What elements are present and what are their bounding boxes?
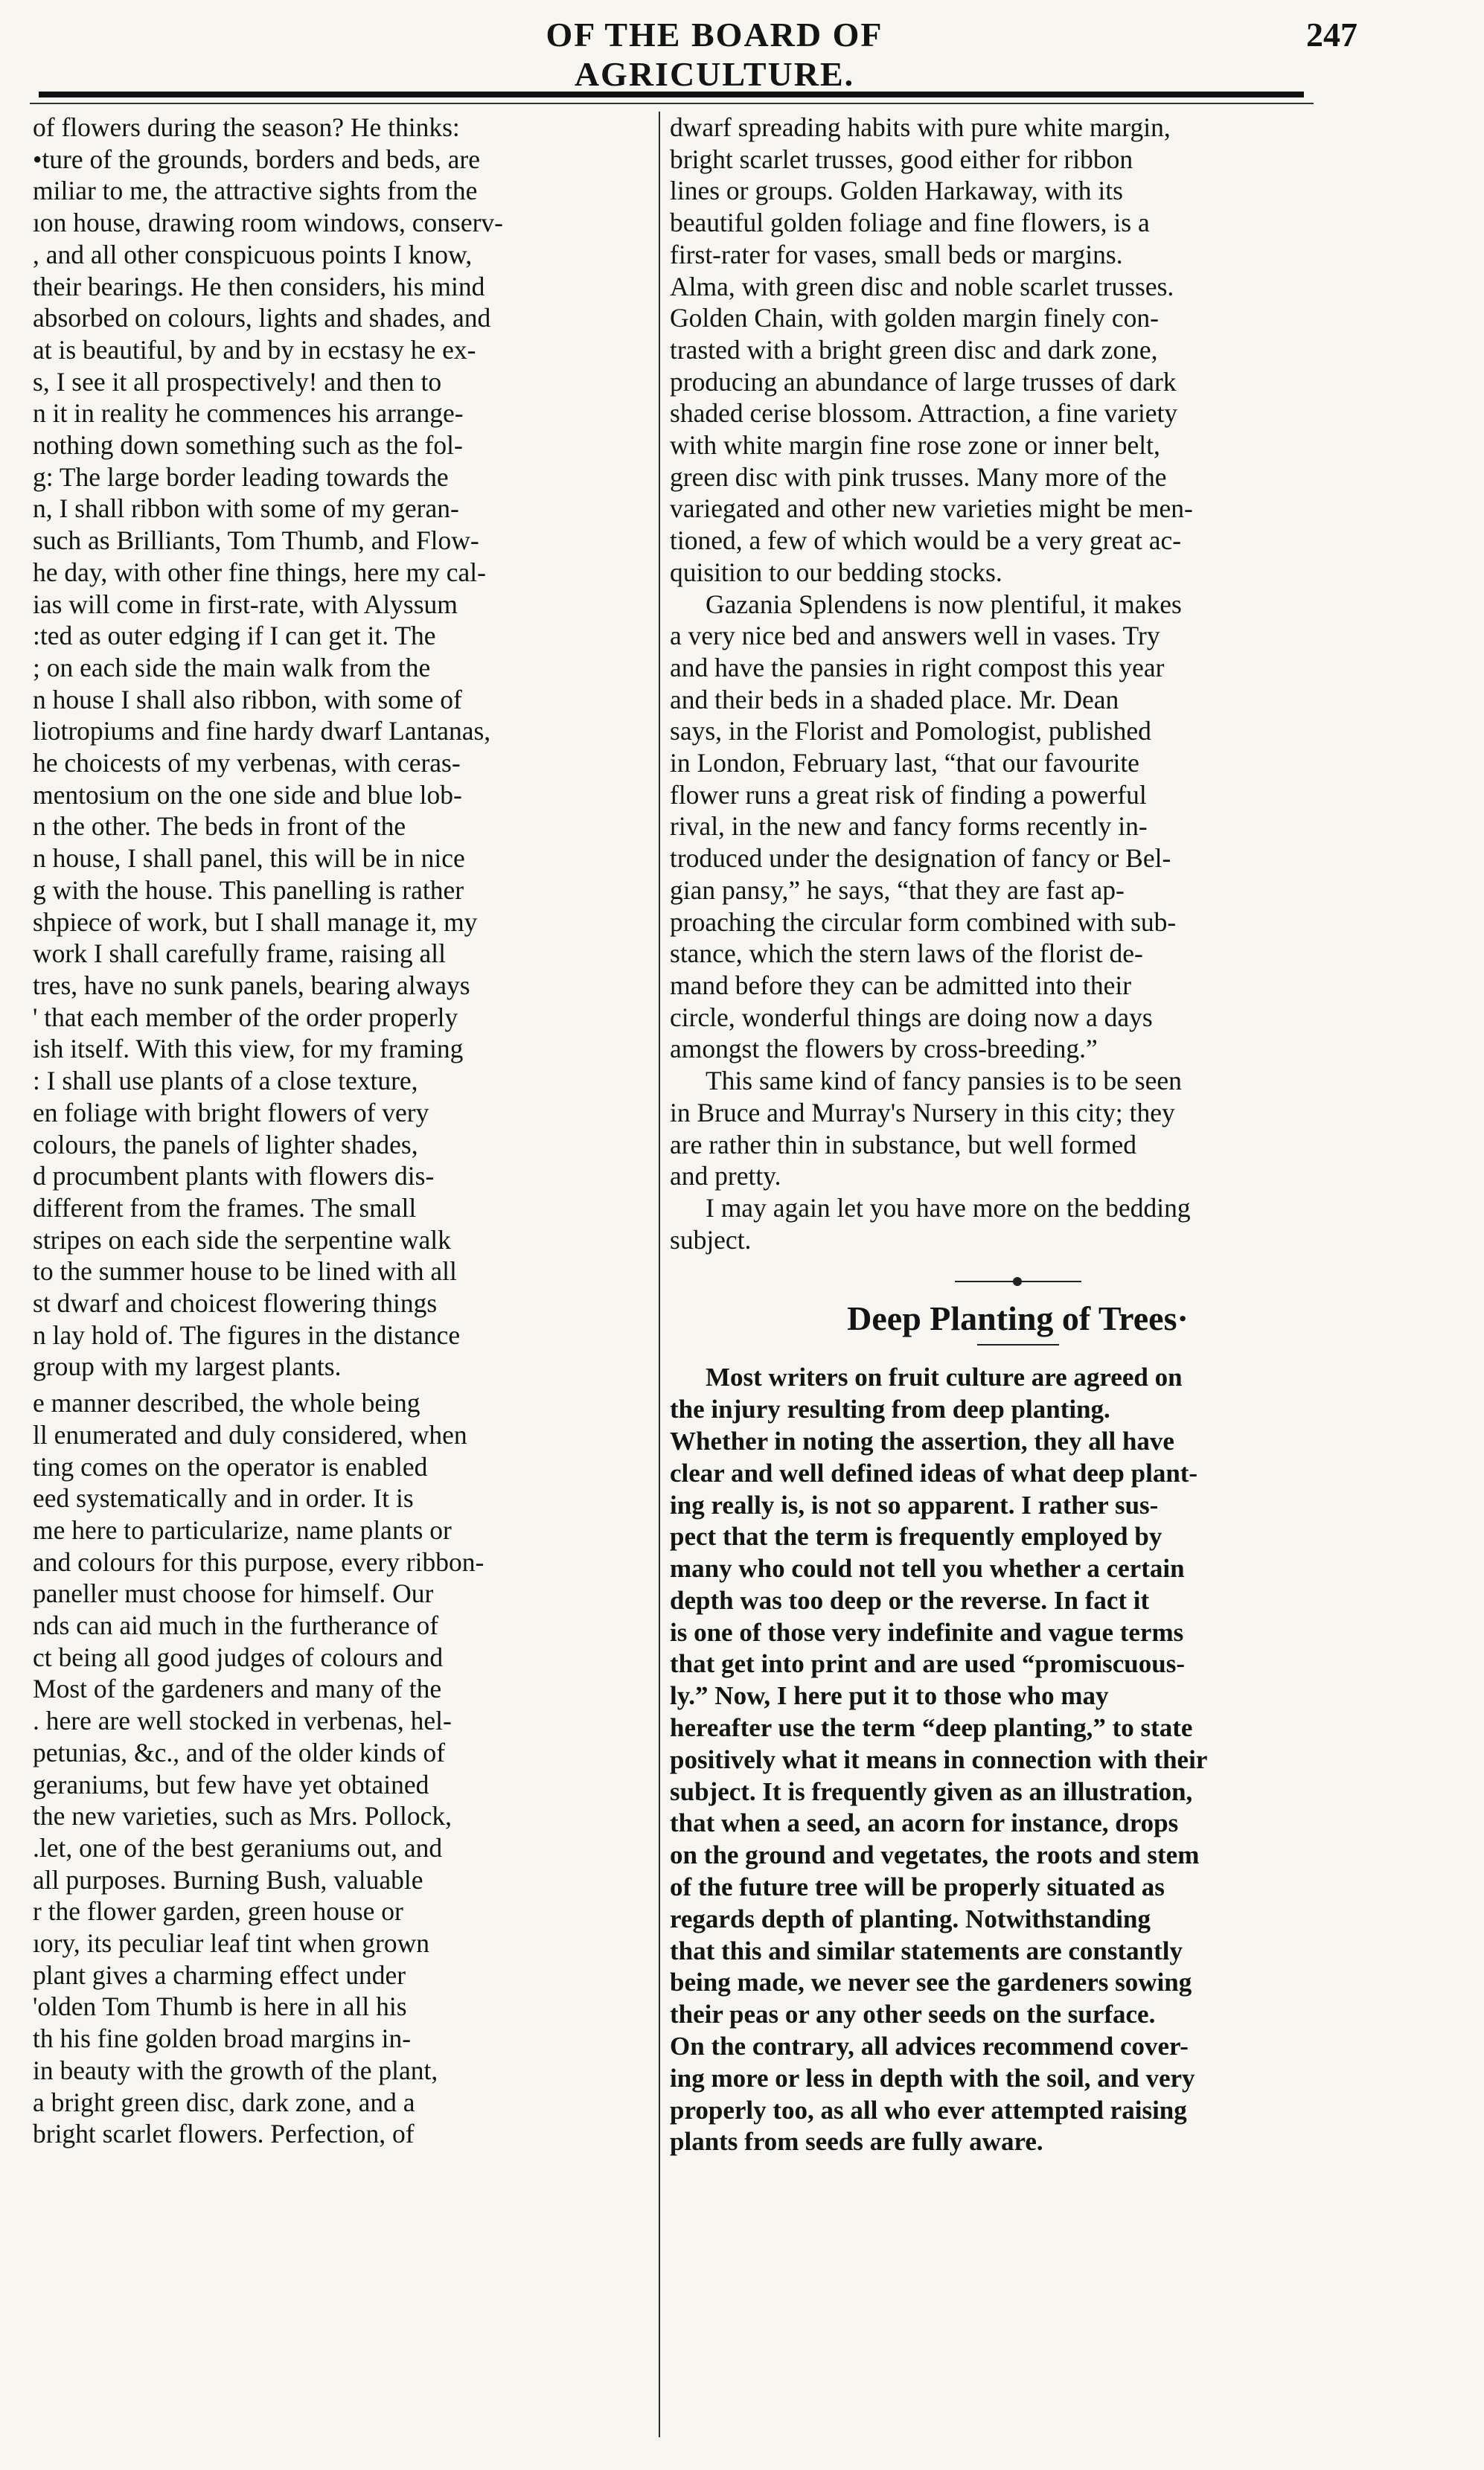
title-underline	[977, 1344, 1059, 1346]
running-head-title: OF THE BOARD OF AGRICULTURE.	[546, 16, 883, 93]
header-double-rule	[39, 92, 1304, 97]
separator-dot-icon	[1013, 1277, 1022, 1286]
header-thin-rule	[30, 103, 1314, 104]
running-head	[0, 9, 1484, 93]
left-paragraph-1: of flowers during the season? He thinks: •ture of the grounds, borders and beds, are miliar to me, the attractive sights from the ıon house, drawing room windows, conserv- , and all other conspicuous points I know, their bearings. He then considers, his mind absorbed on colours, lights and shades, and at is beautiful, by and by in ecstasy he ex- s, I see it all prospectively! and then to n it in reality he commences his arrange- nothing down something such as the fol- g: The large border leading towards the n, I shall ribbon with some of my geran- such as Brilliants, Tom Thumb, and Flow- he day, with other fine things, here my cal- ias will come in first-rate, with Alyssum :ted as outer edging if I can get it. The ; on each side the main walk from the n house I shall also ribbon, with some of liotropiums and fine hardy dwarf Lantanas, he choicests of my verbenas, with ceras- mentosium on the one side and blue lob- n the other. The beds in front of the n house, I shall panel, this will be in nice g with the house. This panelling is rather shpiece of work, but I shall manage it, my work I shall carefully frame, raising all tres, have no sunk panels, bearing always ' that each member of the order properly ish itself. With this view, for my framing : I shall use plants of a close texture, en foliage with bright flowers of very colours, the panels of lighter shades, d procumbent plants with flowers dis- different from the frames. The small stripes on each side the serpentine walk to the summer house to be lined with all st dwarf and choicest flowering things n lay hold of. The figures in the distance group with my largest plants.	[33, 112, 503, 1382]
left-paragraph-2: e manner described, the whole being ll enumerated and duly considered, when ting comes on the operator is enabled eed systematically and in order. It is me here to particularize, name plants or and colours for this purpose, every ribbon- paneller must choose for himself. Our nds can aid much in the furtherance of ct being all good judges of colours and Most of the gardeners and many of the . here are well stocked in verbenas, hel- petunias, &c., and of the older kinds of geraniums, but few have yet obtained the new varieties, such as Mrs. Pollock, .let, one of the best geraniums out, and all purposes. Burning Bush, valuable r the flower garden, green house or ıory, its peculiar leaf tint when grown plant gives a charming effect under 'olden Tom Thumb is here in all his th his fine golden broad margins in- in beauty with the growth of the plant, a bright green disc, dark zone, and a bright scarlet flowers. Perfection, of	[33, 1388, 484, 2149]
column-divider	[659, 112, 660, 2437]
section-separator	[955, 1275, 1081, 1288]
page-number: 247	[1306, 16, 1357, 54]
article-title: Deep Planting of Trees·	[847, 1299, 1189, 1338]
article-body: Most writers on fruit culture are agreed on the injury resulting from deep planting. Whether in noting the assertion, they all have clear and well defined ideas of what deep plant- ing really is, is not so apparent. I rather sus- pect that the term is frequently employed by many who could not tell you whether a certain depth was too deep or the reverse. In fact it is one of those very indefinite and vague terms that get into print and are used “promiscuous- ly.” Now, I here put it to those who may hereafter use the term “deep planting,” to state positively what it means in connection with their subject. It is frequently given as an illustration, that when a seed, an acorn for instance, drops on the ground and vegetates, the roots and stem of the future tree will be properly situated as regards depth of planting. Notwithstanding that this and similar statements are constantly being made, we never see the gardeners sowing their peas or any other seeds on the surface. On the contrary, all advices recommend cover- ing more or less in depth with the soil, and very properly too, as all who ever attempted raising plants from seeds are fully aware.	[670, 1363, 1208, 2157]
left-column	[33, 112, 656, 2448]
right-paragraph-3: This same kind of fancy pansies is to be seen in Bruce and Murray's Nursery in this city; they are rather thin in substance, but well formed and pretty.	[670, 1066, 1182, 1191]
right-column	[670, 112, 1366, 2448]
right-paragraph-1: dwarf spreading habits with pure white margin, bright scarlet trusses, good either for ribbon lines or groups. Golden Harkaway, with its beautiful golden foliage and fine flowers, is a first-rater for vases, small beds or margins. Alma, with green disc and noble scarlet trusses. Golden Chain, with golden margin finely con- trasted with a bright green disc and dark zone, producing an abundance of large trusses of dark shaded cerise blossom. Attraction, a fine variety with white margin fine rose zone or inner belt, green disc with pink trusses. Many more of the variegated and other new varieties might be men- tioned, a few of which would be a very great ac- quisition to our bedding stocks.	[670, 112, 1193, 587]
right-paragraph-2: Gazania Splendens is now plentiful, it makes a very nice bed and answers well in vases. Try and have the pansies in right compost this year and their beds in a shaded place. Mr. Dean says, in the Florist and Pomologist, published in London, February last, “that our favourite flower runs a great risk of finding a powerful rival, in the new and fancy forms recently in- troduced under the designation of fancy or Bel- gian pansy,” he says, “that they are fast ap- proaching the circular form combined with sub- stance, which the stern laws of the florist de- mand before they can be admitted into their circle, wonderful things are doing now a days amongst the flowers by cross-breeding.”	[670, 589, 1182, 1064]
right-paragraph-4: I may again let you have more on the bedding subject.	[670, 1192, 1191, 1255]
